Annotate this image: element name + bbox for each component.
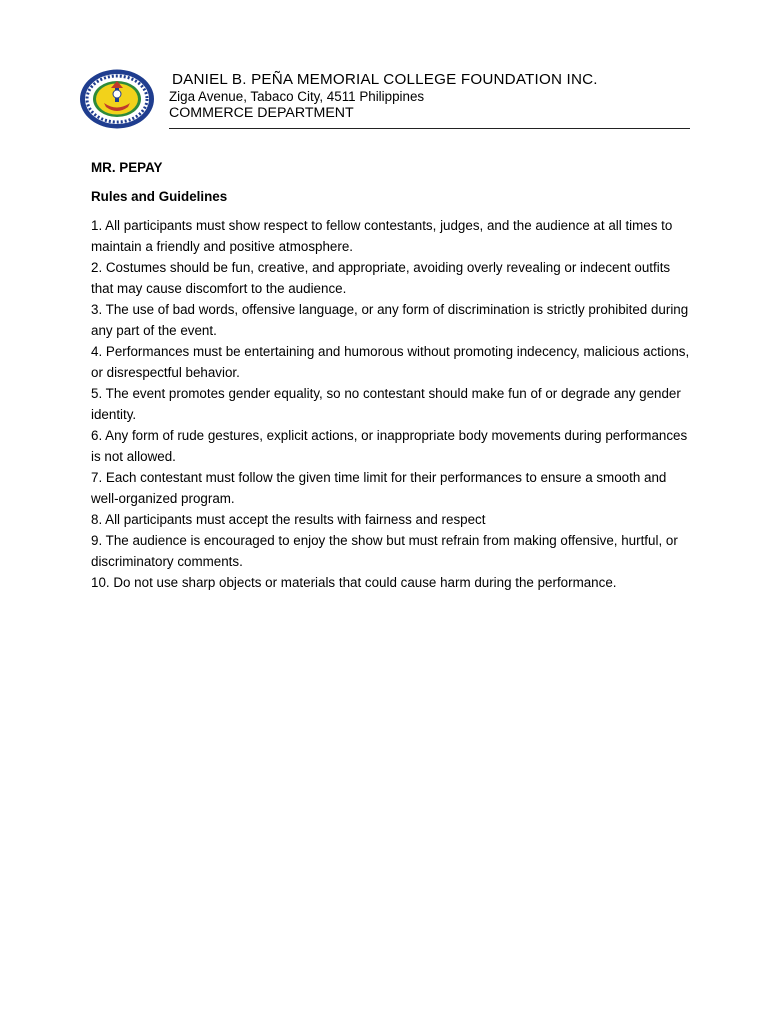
rule-item: 2. Costumes should be fun, creative, and appropriate, avoiding overly revealing or indecent outfits that may cause discomfort to the audience. [91,260,671,296]
school-seal-icon [78,68,156,130]
document-title: MR. PEPAY [91,160,163,175]
rule-item: 8. All participants must accept the results with fairness and respect [91,512,486,527]
rule-item: 1. All participants must show respect to fellow contestants, judges, and the audience at all times to maintain a friendly and positive atmosphere. [91,218,673,254]
school-address: Ziga Avenue, Tabaco City, 4511 Philippines [169,89,425,104]
rule-item: 4. Performances must be entertaining and humorous without promoting indecency, malicious actions, or disrespectful behavior. [91,344,690,380]
department-name: COMMERCE DEPARTMENT [169,105,354,121]
rule-item: 10. Do not use sharp objects or materials that could cause harm during the performance. [91,575,617,590]
rules-list [91,215,691,593]
rule-item: 6. Any form of rude gestures, explicit actions, or inappropriate body movements during performances is not allowed. [91,428,688,464]
document-subtitle: Rules and Guidelines [91,189,228,204]
school-name: DANIEL B. PEÑA MEMORIAL COLLEGE FOUNDATION INC. [172,71,598,88]
rule-item: 7. Each contestant must follow the given time limit for their performances to ensure a smooth and well-organized program. [91,470,667,506]
rule-item: 5. The event promotes gender equality, so no contestant should make fun of or degrade any gender identity. [91,386,681,422]
rule-item: 9. The audience is encouraged to enjoy the show but must refrain from making offensive, hurtful, or discriminatory comments. [91,533,678,569]
rule-item: 3. The use of bad words, offensive language, or any form of discrimination is strictly prohibited during any part of the event. [91,302,689,338]
header-divider [169,128,690,129]
